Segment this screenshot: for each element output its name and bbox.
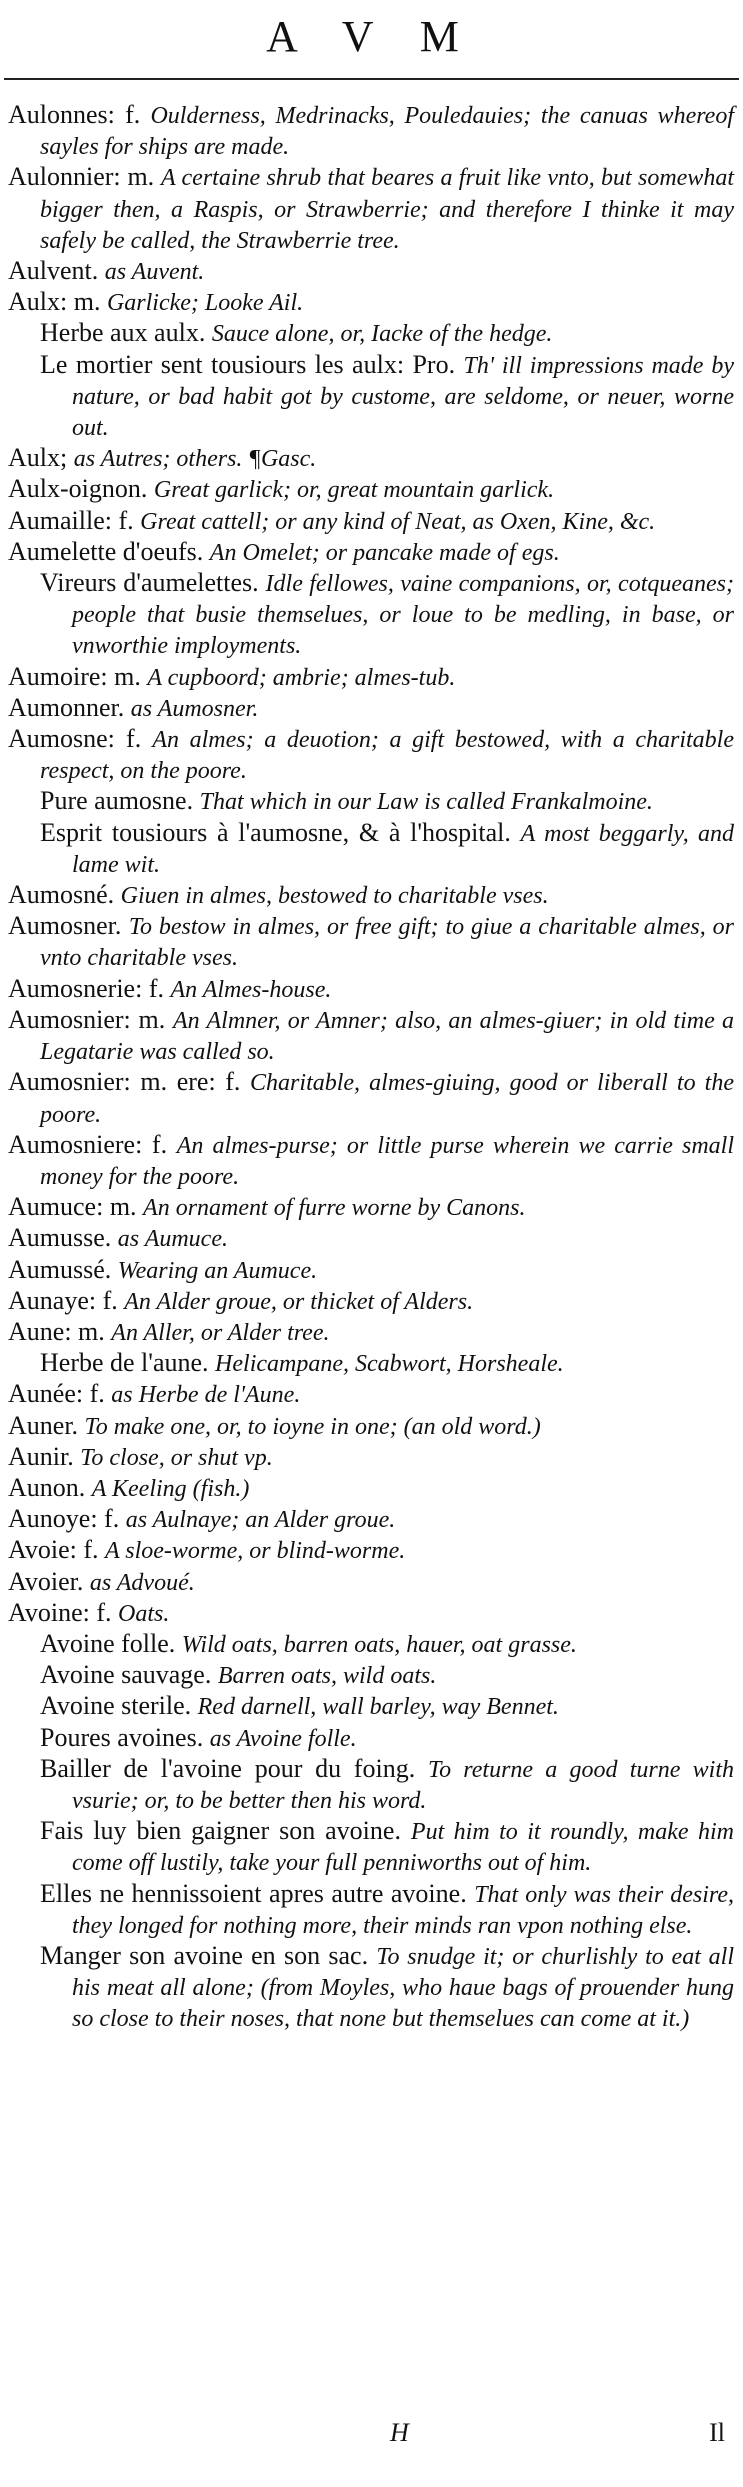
- headword: Aumoire: [8, 661, 101, 691]
- definition: Sauce alone, or, Iacke of the hedge.: [211, 321, 553, 348]
- grammar-note: .: [204, 1660, 218, 1690]
- headword: Vireurs d'aumelettes: [40, 568, 253, 598]
- grammar-note: .: [76, 1566, 90, 1596]
- headword: Aulx: [8, 443, 60, 473]
- headword: Aunée: [8, 1379, 76, 1409]
- grammar-note: .: [168, 1628, 182, 1658]
- headword: Aumosnerie: [8, 973, 136, 1003]
- dictionary-entry: [8, 911, 734, 973]
- dictionary-entry: [8, 1598, 734, 1629]
- dictionary-entry: [8, 256, 734, 287]
- grammar-note: : m.: [123, 1004, 174, 1034]
- grammar-note: : f.: [88, 1285, 125, 1315]
- headword: Bailler de l'avoine pour du foing: [40, 1753, 409, 1783]
- definition: An Alder groue, or thicket of Alders.: [124, 1288, 474, 1315]
- definition: A Keeling (fish.): [91, 1475, 250, 1502]
- dictionary-entry: [8, 1567, 734, 1598]
- headword: Aulonnier: [8, 162, 114, 192]
- headword: Elles ne hennissoient apres autre avoine: [40, 1878, 461, 1908]
- definition: Helicampane, Scabwort, Horsheale.: [215, 1351, 564, 1378]
- sub-entry: [8, 1816, 734, 1878]
- grammar-note: : f.: [104, 505, 141, 535]
- definition: A certaine shrub that beares a fruit like vnto, but somewhat bigger then, a Raspis, or Strawberrie; and therefore I thinke it may safely be called, the Strawberrie tree.: [40, 165, 734, 254]
- grammar-note: : f.: [90, 1504, 126, 1534]
- headword: Aunir: [8, 1441, 68, 1471]
- headword: Aunoye: [8, 1504, 91, 1534]
- definition: as Aumuce.: [117, 1226, 228, 1253]
- headword: Aumosner: [8, 911, 115, 941]
- definition: An Almner, or Amner; also, an almes-giuer; in old time a Legatarie was called so.: [40, 1007, 734, 1066]
- grammar-note: : m.: [113, 162, 161, 192]
- headword: Avoine sterile: [40, 1691, 185, 1721]
- grammar-note: .: [196, 1722, 210, 1752]
- definition: To close, or shut vp.: [80, 1444, 273, 1471]
- headword: Avoine folle: [40, 1628, 169, 1658]
- grammar-note: .: [114, 911, 129, 941]
- headword: Fais luy bien gaigner son avoine: [40, 1816, 395, 1846]
- page-footer: [0, 2418, 743, 2458]
- definition: A most beggarly, and lame wit.: [72, 820, 734, 878]
- dictionary-entry: [8, 1067, 734, 1129]
- sub-entry: [8, 1941, 734, 2035]
- headword: Auner: [8, 1410, 72, 1440]
- grammar-note: .: [202, 1348, 216, 1378]
- dictionary-entry: [8, 1286, 734, 1317]
- definition: A sloe-worme, or blind-worme.: [105, 1538, 406, 1565]
- headword: Aunaye: [8, 1285, 89, 1315]
- grammar-note: .: [198, 318, 212, 348]
- grammar-note: .: [140, 474, 154, 504]
- grammar-note: .: [184, 1691, 198, 1721]
- definition: To snudge it; or churlishly to eat all his meat all alone; (from Moyles, who haue bags of prouender hung so close to their noses, that none but themselues can come at it.): [72, 1943, 735, 2033]
- definition: as Advoué.: [89, 1569, 195, 1596]
- headword: Aumosnier: [8, 1067, 124, 1097]
- grammar-note: .: [196, 536, 210, 566]
- grammar-note: : m.: [100, 661, 148, 691]
- definition: as Autres; others. ¶Gasc.: [73, 446, 317, 473]
- sub-entry: [8, 568, 734, 662]
- definition: To bestow in almes, or free gift; to giue a charitable almes, or vnto charitable vses.: [40, 914, 735, 972]
- grammar-note: .: [91, 256, 105, 286]
- grammar-note: : f.: [75, 1379, 112, 1409]
- definition: To returne a good turne with vsurie; or, to be better then his word.: [72, 1756, 734, 1814]
- definition: Great cattell; or any kind of Neat, as Oxen, Kine, &c.: [140, 508, 656, 535]
- sub-entry: [8, 786, 734, 817]
- headword: Aumusse: [8, 1223, 105, 1253]
- sub-entry: [8, 1879, 734, 1941]
- sub-entry: [8, 1754, 734, 1816]
- definition: An ornament of furre worne by Canons.: [143, 1195, 526, 1222]
- definition: as Avoine folle.: [209, 1725, 357, 1752]
- dictionary-entry: [8, 443, 734, 474]
- definition: Garlicke; Looke Ail.: [106, 290, 304, 317]
- dictionary-entry: [8, 1317, 734, 1348]
- header-rule: [4, 78, 739, 80]
- entry-column: [8, 100, 734, 2035]
- dictionary-entry: [8, 1473, 734, 1504]
- sub-entry: [8, 1691, 734, 1722]
- grammar-note: : m.: [64, 1316, 112, 1346]
- grammar-note: .: [71, 1410, 85, 1440]
- sub-entry: [8, 318, 734, 349]
- grammar-note: .: [117, 692, 131, 722]
- grammar-note: : Pro.: [396, 349, 464, 379]
- headword: Le mortier sent tousiours les aulx: [40, 349, 397, 379]
- headword: Aumosne: [8, 724, 108, 754]
- sub-entry: [8, 1629, 734, 1660]
- definition: Oulderness, Medrinacks, Pouledauies; the canuas whereof sayles for ships are made.: [40, 103, 734, 161]
- definition: as Aulnaye; an Alder groue.: [125, 1507, 396, 1534]
- sub-entry: [8, 350, 734, 444]
- definition: That which in our Law is called Frankalmoine.: [199, 789, 653, 816]
- dictionary-entry: [8, 162, 734, 256]
- dictionary-entry: [8, 1411, 734, 1442]
- headword: Herbe de l'aune: [40, 1348, 203, 1378]
- headword: Aumosnier: [8, 1004, 124, 1034]
- grammar-note: : m.: [60, 287, 107, 317]
- headword: Poures avoines: [40, 1722, 197, 1752]
- dictionary-entry: [8, 100, 734, 162]
- definition: Wild oats, barren oats, hauer, oat grasse.: [181, 1631, 577, 1658]
- headword: Aune: [8, 1316, 65, 1346]
- definition: Th' ill impressions made by nature, or bad habit got by custome, are seldome, or neuer, worne out.: [72, 352, 734, 442]
- headword: Aumaille: [8, 505, 105, 535]
- headword: Aumosné: [8, 880, 108, 910]
- headword: Avoie: [8, 1535, 70, 1565]
- dictionary-entry: [8, 1223, 734, 1254]
- dictionary-entry: [8, 1005, 734, 1067]
- headword: Pure aumosne: [40, 786, 187, 816]
- definition: A cupboord; ambrie; almes-tub.: [147, 664, 456, 691]
- headword: Manger son avoine en son sac: [40, 1940, 362, 1970]
- dictionary-entry: [8, 287, 734, 318]
- definition: Put him to it roundly, make him come off lustily, take your full penniworths out of him.: [72, 1819, 735, 1877]
- headword: Avoine sauvage: [40, 1660, 205, 1690]
- grammar-note: .: [252, 568, 266, 598]
- sub-entry: [8, 818, 734, 880]
- definition: Red darnell, wall barley, way Bennet.: [197, 1694, 559, 1721]
- definition: That only was their desire, they longed for nothing more, their minds ran vpon nothing else.: [72, 1881, 735, 1939]
- grammar-note: .: [394, 1816, 411, 1846]
- headword: Aumuce: [8, 1192, 97, 1222]
- grammar-note: .: [104, 1254, 118, 1284]
- grammar-note: : f.: [135, 973, 171, 1003]
- grammar-note: .: [504, 817, 521, 847]
- dictionary-entry: [8, 1504, 734, 1535]
- headword: Avoine: [8, 1597, 83, 1627]
- definition: Charitable, almes-giuing, good or liberall to the poore.: [40, 1070, 734, 1128]
- dictionary-entry: [8, 662, 734, 693]
- grammar-note: : f.: [135, 1129, 177, 1159]
- headword: Aulx-oignon: [8, 474, 141, 504]
- headword: Esprit tousiours à l'aumosne, & à l'hospital: [40, 817, 505, 847]
- definition: An Aller, or Alder tree.: [111, 1319, 330, 1346]
- definition: Giuen in almes, bestowed to charitable vses.: [120, 883, 549, 910]
- grammar-note: .: [104, 1223, 118, 1253]
- headword: Aulonnes: [8, 100, 108, 129]
- headword: Aumonner: [8, 692, 118, 722]
- definition: Oats.: [118, 1600, 170, 1627]
- dictionary-entry: [8, 693, 734, 724]
- definition: as Aumosner.: [130, 695, 259, 722]
- definition: An Almes-house.: [170, 976, 332, 1003]
- sub-entry: [8, 1348, 734, 1379]
- dictionary-entry: [8, 1130, 734, 1192]
- definition: as Auvent.: [104, 259, 205, 286]
- dictionary-entry: [8, 880, 734, 911]
- grammar-note: : f.: [107, 724, 153, 754]
- headword: Aulx: [8, 287, 60, 317]
- grammar-note: ;: [60, 443, 74, 473]
- grammar-note: .: [186, 786, 200, 816]
- dictionary-entry: [8, 506, 734, 537]
- headword: Aulvent: [8, 256, 92, 286]
- signature-mark: H: [390, 2418, 409, 2447]
- sub-entry: [8, 1723, 734, 1754]
- grammar-note: .: [67, 1441, 81, 1471]
- dictionary-entry: [8, 1192, 734, 1223]
- grammar-note: : f.: [69, 1535, 106, 1565]
- headword: Aumussé: [8, 1254, 105, 1284]
- definition: An almes; a deuotion; a gift bestowed, with a charitable respect, on the poore.: [40, 727, 734, 785]
- grammar-note: .: [78, 1472, 92, 1502]
- definition: Wearing an Aumuce.: [117, 1257, 318, 1284]
- grammar-note: : m.: [96, 1192, 144, 1222]
- definition: as Herbe de l'Aune.: [111, 1382, 301, 1409]
- dictionary-entry: [8, 1442, 734, 1473]
- definition: To make one, or, to ioyne in one; (an old word.): [84, 1413, 541, 1440]
- headword: Aumelette d'oeufs: [8, 536, 197, 566]
- definition: Great garlick; or, great mountain garlick.: [153, 477, 555, 504]
- dictionary-entry: [8, 974, 734, 1005]
- grammar-note: : f.: [82, 1597, 119, 1627]
- dictionary-entry: [8, 537, 734, 568]
- catchword: Il: [709, 2418, 725, 2447]
- dictionary-entry: [8, 1255, 734, 1286]
- sub-entry: [8, 1660, 734, 1691]
- definition: Idle fellowes, vaine companions, or, cotqueanes; people that busie themselues, or loue to be medling, in base, or vnworthie imployments.: [72, 571, 735, 660]
- grammar-note: .: [460, 1878, 475, 1908]
- grammar-note: .: [408, 1753, 428, 1783]
- headword: Aumosniere: [8, 1129, 136, 1159]
- dictionary-entry: [8, 1535, 734, 1566]
- grammar-note: : m. ere: f.: [123, 1067, 251, 1097]
- grammar-note: : f.: [107, 100, 151, 129]
- definition: An Omelet; or pancake made of egs.: [209, 539, 560, 566]
- grammar-note: .: [361, 1940, 377, 1970]
- definition: An almes-purse; or little purse wherein we carrie small money for the poore.: [40, 1132, 734, 1190]
- grammar-note: .: [107, 880, 121, 910]
- headword: Aunon: [8, 1472, 79, 1502]
- dictionary-entry: [8, 724, 734, 786]
- headword: Avoier: [8, 1566, 77, 1596]
- dictionary-entry: [8, 474, 734, 505]
- definition: Barren oats, wild oats.: [217, 1663, 437, 1690]
- headword: Herbe aux aulx: [40, 318, 199, 348]
- dictionary-entry: [8, 1379, 734, 1410]
- page-title: A V M: [266, 12, 477, 61]
